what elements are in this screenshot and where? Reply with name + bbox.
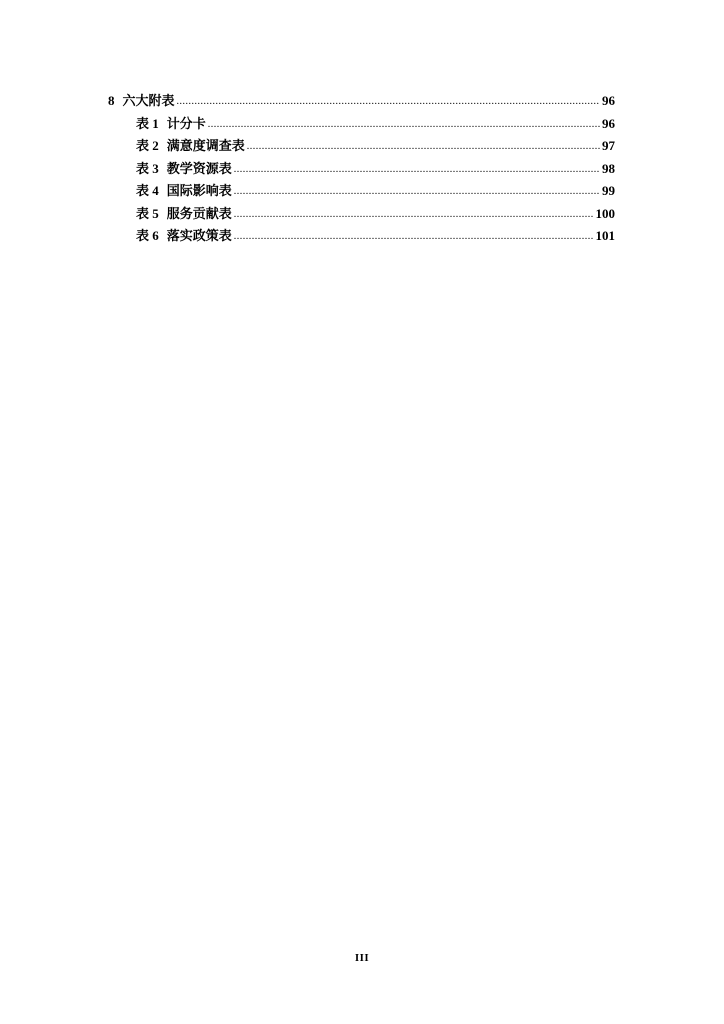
toc-entry-table-6[interactable] (108, 225, 615, 248)
toc-entry-page: 97 (602, 138, 615, 153)
table-of-contents (108, 90, 615, 248)
toc-entry-number: 表 1 (136, 115, 159, 131)
toc-entry-title: 服务贡献表 (166, 205, 232, 221)
toc-dot-leader (234, 186, 600, 197)
toc-entry-table-1[interactable] (108, 113, 615, 136)
toc-entry-number: 表 6 (136, 228, 159, 243)
toc-dot-leader (177, 96, 600, 107)
toc-entry-title: 六大附表 (122, 93, 175, 108)
toc-entry-page: 100 (595, 205, 615, 221)
toc-entry-table-5[interactable] (108, 203, 615, 226)
toc-dot-leader (247, 141, 600, 152)
page-number: III (354, 952, 370, 964)
toc-entry-title: 计分卡 (166, 115, 206, 131)
toc-entry-title: 满意度调查表 (166, 138, 245, 153)
toc-entry-table-3[interactable] (108, 158, 615, 181)
toc-entry-chapter-8[interactable] (108, 90, 615, 113)
toc-entry-number: 8 (108, 93, 115, 108)
toc-entry-page: 96 (602, 93, 615, 108)
toc-entry-number: 表 2 (136, 138, 159, 153)
toc-entry-title: 教学资源表 (166, 160, 232, 176)
toc-entry-number: 表 5 (136, 205, 159, 221)
toc-dot-leader (208, 119, 600, 130)
toc-entry-number: 表 4 (136, 183, 159, 198)
toc-entry-number: 表 3 (136, 160, 159, 176)
toc-entry-page: 99 (602, 183, 615, 198)
toc-entry-title: 国际影响表 (166, 183, 232, 198)
toc-entry-page: 96 (602, 115, 615, 131)
toc-dot-leader (234, 231, 594, 242)
toc-entry-page: 101 (595, 228, 615, 243)
toc-entry-table-4[interactable] (108, 180, 615, 203)
toc-entry-title: 落实政策表 (166, 228, 232, 243)
toc-dot-leader (234, 209, 594, 220)
toc-entry-page: 98 (602, 160, 615, 176)
toc-dot-leader (234, 164, 600, 175)
toc-entry-table-2[interactable] (108, 135, 615, 158)
